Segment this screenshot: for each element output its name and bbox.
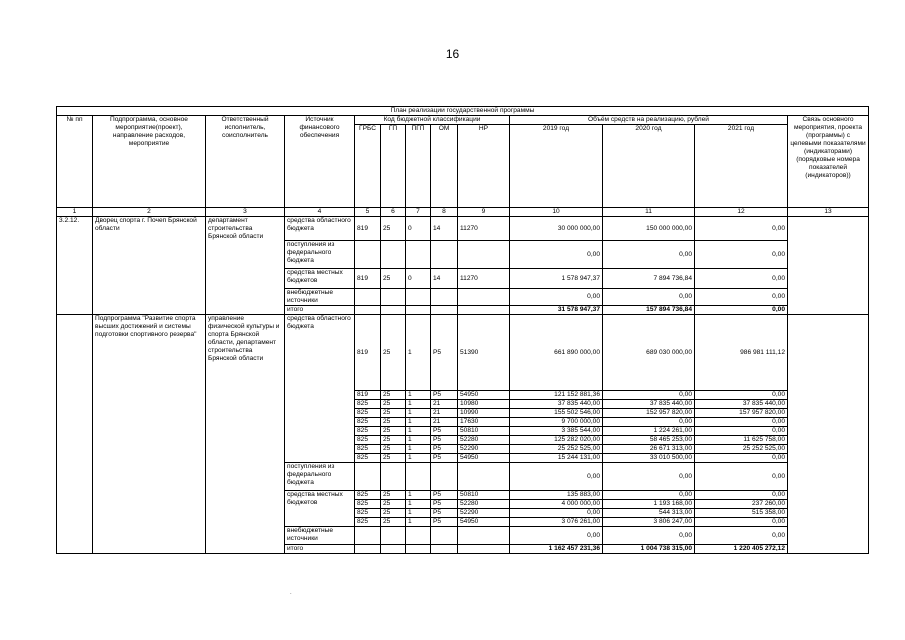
cell-np: 52280 [458, 500, 510, 509]
cell-pgp: 0 [406, 217, 431, 241]
cell-pgp [406, 545, 431, 554]
header-gp: ГП [381, 125, 406, 208]
cell-2020: 0,00 [603, 391, 695, 400]
cell-grbs [355, 463, 381, 491]
column-number: 10 [510, 208, 603, 217]
cell-np: 11270 [458, 217, 510, 241]
cell-grbs: 825 [355, 454, 381, 463]
cell-2021: 11 625 758,00 [695, 436, 788, 445]
cell-source: средства местных бюджетов [285, 491, 355, 527]
cell-pgp: 0 [406, 269, 431, 289]
cell-gp: 25 [381, 400, 406, 409]
column-number: 13 [788, 208, 869, 217]
cell-2020: 0,00 [603, 491, 695, 500]
cell-source: средства областного бюджета [285, 217, 355, 241]
cell-grbs: 825 [355, 445, 381, 454]
cell-np: 10980 [458, 400, 510, 409]
column-number: 3 [206, 208, 285, 217]
cell-om: 21 [431, 409, 458, 418]
table-row [57, 217, 869, 241]
cell-2021: 37 835 440,00 [695, 400, 788, 409]
cell-om [431, 545, 458, 554]
cell-2021: 0,00 [695, 241, 788, 269]
cell-2019: 9 700 000,00 [510, 418, 603, 427]
cell-2019: 121 152 881,36 [510, 391, 603, 400]
cell-om [431, 306, 458, 315]
cell-om: Р5 [431, 315, 458, 391]
cell-gp: 25 [381, 454, 406, 463]
cell-om: 21 [431, 400, 458, 409]
item-number [57, 315, 93, 554]
cell-np: 52280 [458, 436, 510, 445]
cell-grbs: 819 [355, 391, 381, 400]
cell-om: Р5 [431, 509, 458, 518]
item-responsible: департамент строительства Брянской области [206, 217, 285, 315]
cell-2020: 689 030 000,00 [603, 315, 695, 391]
column-number: 4 [285, 208, 355, 217]
cell-2021: 157 957 820,00 [695, 409, 788, 418]
column-number: 7 [406, 208, 431, 217]
cell-np: 50810 [458, 491, 510, 500]
cell-2019: 661 890 000,00 [510, 315, 603, 391]
header-2020: 2020 год [603, 125, 695, 208]
cell-gp: 25 [381, 418, 406, 427]
cell-gp [381, 463, 406, 491]
cell-om: Р5 [431, 436, 458, 445]
cell-gp [381, 289, 406, 306]
cell-2019: 30 000 000,00 [510, 217, 603, 241]
column-number: 9 [458, 208, 510, 217]
cell-grbs [355, 289, 381, 306]
cell-link [788, 217, 869, 315]
cell-np: 54950 [458, 518, 510, 527]
cell-grbs [355, 527, 381, 545]
cell-2020: 33 010 500,00 [603, 454, 695, 463]
cell-2021: 0,00 [695, 463, 788, 491]
cell-om: Р5 [431, 427, 458, 436]
cell-2020: 0,00 [603, 418, 695, 427]
cell-om [431, 289, 458, 306]
cell-source: средства местных бюджетов [285, 269, 355, 289]
cell-grbs: 819 [355, 315, 381, 391]
cell-pgp: 1 [406, 436, 431, 445]
cell-2019: 0,00 [510, 241, 603, 269]
column-number: 1 [57, 208, 93, 217]
column-number: 2 [93, 208, 206, 217]
cell-2021: 25 252 525,00 [695, 445, 788, 454]
item-number: 3.2.12. [57, 217, 93, 315]
cell-gp: 25 [381, 509, 406, 518]
cell-gp: 25 [381, 518, 406, 527]
cell-grbs: 825 [355, 491, 381, 500]
cell-np [458, 241, 510, 269]
header-2021: 2021 год [695, 125, 788, 208]
cell-om [431, 527, 458, 545]
cell-pgp [406, 527, 431, 545]
cell-np: 54950 [458, 454, 510, 463]
cell-np: 50810 [458, 427, 510, 436]
header-pgp: ПГП [406, 125, 431, 208]
cell-gp: 25 [381, 500, 406, 509]
cell-2019: 37 835 440,00 [510, 400, 603, 409]
cell-source: итого [285, 306, 355, 315]
cell-om [431, 241, 458, 269]
cell-np: 54950 [458, 391, 510, 400]
cell-2020: 150 000 000,00 [603, 217, 695, 241]
cell-grbs: 825 [355, 518, 381, 527]
cell-2021: 0,00 [695, 306, 788, 315]
header-grbs: ГРБС [355, 125, 381, 208]
cell-2021: 0,00 [695, 289, 788, 306]
header-kbk-group: Код бюджетной классификации [355, 116, 510, 125]
cell-grbs [355, 306, 381, 315]
cell-om: 14 [431, 217, 458, 241]
cell-pgp [406, 306, 431, 315]
cell-2019: 155 502 546,00 [510, 409, 603, 418]
table-row [57, 315, 869, 391]
cell-np: 10990 [458, 409, 510, 418]
cell-2019: 31 578 947,37 [510, 306, 603, 315]
cell-2021: 515 358,00 [695, 509, 788, 518]
cell-pgp: 1 [406, 518, 431, 527]
cell-om: 21 [431, 418, 458, 427]
cell-om [431, 463, 458, 491]
cell-2021: 0,00 [695, 418, 788, 427]
cell-om: Р5 [431, 491, 458, 500]
cell-grbs: 825 [355, 509, 381, 518]
cell-2020: 0,00 [603, 289, 695, 306]
cell-2021: 0,00 [695, 454, 788, 463]
header-2019: 2019 год [510, 125, 603, 208]
cell-2019: 125 282 020,00 [510, 436, 603, 445]
cell-2021: 1 220 405 272,12 [695, 545, 788, 554]
cell-2020: 0,00 [603, 527, 695, 545]
cell-2019: 135 883,00 [510, 491, 603, 500]
column-number: 12 [695, 208, 788, 217]
cell-2020: 58 465 253,00 [603, 436, 695, 445]
cell-grbs: 825 [355, 400, 381, 409]
cell-grbs: 825 [355, 409, 381, 418]
cell-gp: 25 [381, 269, 406, 289]
subprogram-responsible: управление физической культуры и спорта Брянской области, департамент строительства Брянской области [206, 315, 285, 554]
cell-np [458, 306, 510, 315]
cell-gp: 25 [381, 315, 406, 391]
cell-pgp: 1 [406, 427, 431, 436]
item-name: Дворец спорта г. Почеп Брянской области [93, 217, 206, 315]
cell-np [458, 289, 510, 306]
cell-gp [381, 545, 406, 554]
cell-2019: 4 000 000,00 [510, 500, 603, 509]
plan-table [56, 106, 869, 554]
cell-2019: 0,00 [510, 509, 603, 518]
cell-2021: 0,00 [695, 491, 788, 500]
cell-2019: 0,00 [510, 463, 603, 491]
page-number: 16 [445, 47, 460, 61]
cell-2020: 1 004 738 315,00 [603, 545, 695, 554]
cell-source: итого [285, 545, 355, 554]
cell-gp: 25 [381, 391, 406, 400]
cell-np [458, 545, 510, 554]
header-num: № пп [57, 116, 93, 208]
cell-2019: 1 578 947,37 [510, 269, 603, 289]
column-number: 6 [381, 208, 406, 217]
cell-pgp: 1 [406, 454, 431, 463]
cell-2019: 0,00 [510, 289, 603, 306]
cell-pgp: 1 [406, 409, 431, 418]
cell-2020: 3 806 247,00 [603, 518, 695, 527]
cell-om: Р5 [431, 518, 458, 527]
cell-grbs [355, 545, 381, 554]
cell-gp: 25 [381, 445, 406, 454]
cell-gp [381, 527, 406, 545]
cell-2020: 152 957 820,00 [603, 409, 695, 418]
cell-pgp [406, 463, 431, 491]
cell-gp: 25 [381, 436, 406, 445]
cell-pgp: 1 [406, 400, 431, 409]
cell-2020: 26 671 313,00 [603, 445, 695, 454]
header-np: НР [458, 125, 510, 208]
cell-source: средства областного бюджета [285, 315, 355, 463]
header-responsible: Ответственный исполнитель, соисполнитель [206, 116, 285, 208]
cell-pgp: 1 [406, 315, 431, 391]
cell-2021: 0,00 [695, 269, 788, 289]
cell-2021: 0,00 [695, 527, 788, 545]
cell-gp [381, 241, 406, 269]
cell-np: 52290 [458, 509, 510, 518]
cell-2019: 15 244 131,00 [510, 454, 603, 463]
cell-om: Р5 [431, 445, 458, 454]
cell-grbs: 825 [355, 418, 381, 427]
cell-gp: 25 [381, 409, 406, 418]
cell-source: поступления из федерального бюджета [285, 241, 355, 269]
cell-pgp: 1 [406, 491, 431, 500]
cell-2020: 1 193 168,00 [603, 500, 695, 509]
cell-source: внебюджетные источники [285, 289, 355, 306]
cell-pgp: 1 [406, 509, 431, 518]
cell-2021: 0,00 [695, 391, 788, 400]
header-source: Источник финансового обеспечения [285, 116, 355, 208]
cell-grbs: 825 [355, 500, 381, 509]
cell-om: Р5 [431, 454, 458, 463]
cell-2020: 0,00 [603, 463, 695, 491]
cell-grbs [355, 241, 381, 269]
table-title: План реализации государственной программы [57, 107, 869, 116]
cell-2021: 986 981 111,12 [695, 315, 788, 391]
column-numbers-row [57, 208, 869, 217]
cell-grbs: 819 [355, 217, 381, 241]
cell-2020: 544 313,00 [603, 509, 695, 518]
cell-2021: 0,00 [695, 427, 788, 436]
header-om: ОМ [431, 125, 458, 208]
cell-2021: 0,00 [695, 217, 788, 241]
cell-np [458, 463, 510, 491]
cell-2020: 157 894 736,84 [603, 306, 695, 315]
cell-2021: 237 260,00 [695, 500, 788, 509]
cell-grbs: 819 [355, 269, 381, 289]
cell-pgp [406, 241, 431, 269]
cell-2020: 37 835 440,00 [603, 400, 695, 409]
cell-np: 51390 [458, 315, 510, 391]
cell-om: Р5 [431, 500, 458, 509]
cell-2020: 1 224 261,00 [603, 427, 695, 436]
column-number: 11 [603, 208, 695, 217]
cell-link [788, 315, 869, 554]
cell-pgp: 1 [406, 445, 431, 454]
header-subprogram: Подпрограмма, основное мероприятие(проект), направление расходов, мероприятие [93, 116, 206, 208]
cell-2020: 0,00 [603, 241, 695, 269]
cell-2019: 0,00 [510, 527, 603, 545]
cell-np: 52290 [458, 445, 510, 454]
cell-om: Р5 [431, 391, 458, 400]
cell-pgp [406, 289, 431, 306]
column-number: 8 [431, 208, 458, 217]
cell-pgp: 1 [406, 500, 431, 509]
header-volume-group: Объём средств на реализацию, рублей [510, 116, 788, 125]
cell-np [458, 527, 510, 545]
cell-2020: 7 894 736,84 [603, 269, 695, 289]
cell-pgp: 1 [406, 391, 431, 400]
cell-2019: 25 252 525,00 [510, 445, 603, 454]
scan-mark: . [290, 590, 292, 596]
column-number: 5 [355, 208, 381, 217]
subprogram-name: Подпрограмма "Развитие спорта высших достижений и системы подготовки спортивного резерва" [93, 315, 206, 554]
header-link: Связь основного мероприятия, проекта (программы) с целевыми показателями (индикаторами) (порядковые номера показателей (индикаторов)) [788, 116, 869, 208]
cell-np: 17630 [458, 418, 510, 427]
cell-om: 14 [431, 269, 458, 289]
cell-grbs: 825 [355, 436, 381, 445]
cell-gp: 25 [381, 217, 406, 241]
cell-gp: 25 [381, 427, 406, 436]
cell-2019: 3 385 544,00 [510, 427, 603, 436]
cell-source: поступления из федерального бюджета [285, 463, 355, 491]
cell-grbs: 825 [355, 427, 381, 436]
cell-gp [381, 306, 406, 315]
cell-gp: 25 [381, 491, 406, 500]
cell-source: внебюджетные источники [285, 527, 355, 545]
cell-np: 11270 [458, 269, 510, 289]
cell-pgp: 1 [406, 418, 431, 427]
cell-2021: 0,00 [695, 518, 788, 527]
cell-2019: 1 162 457 231,36 [510, 545, 603, 554]
cell-2019: 3 076 261,00 [510, 518, 603, 527]
